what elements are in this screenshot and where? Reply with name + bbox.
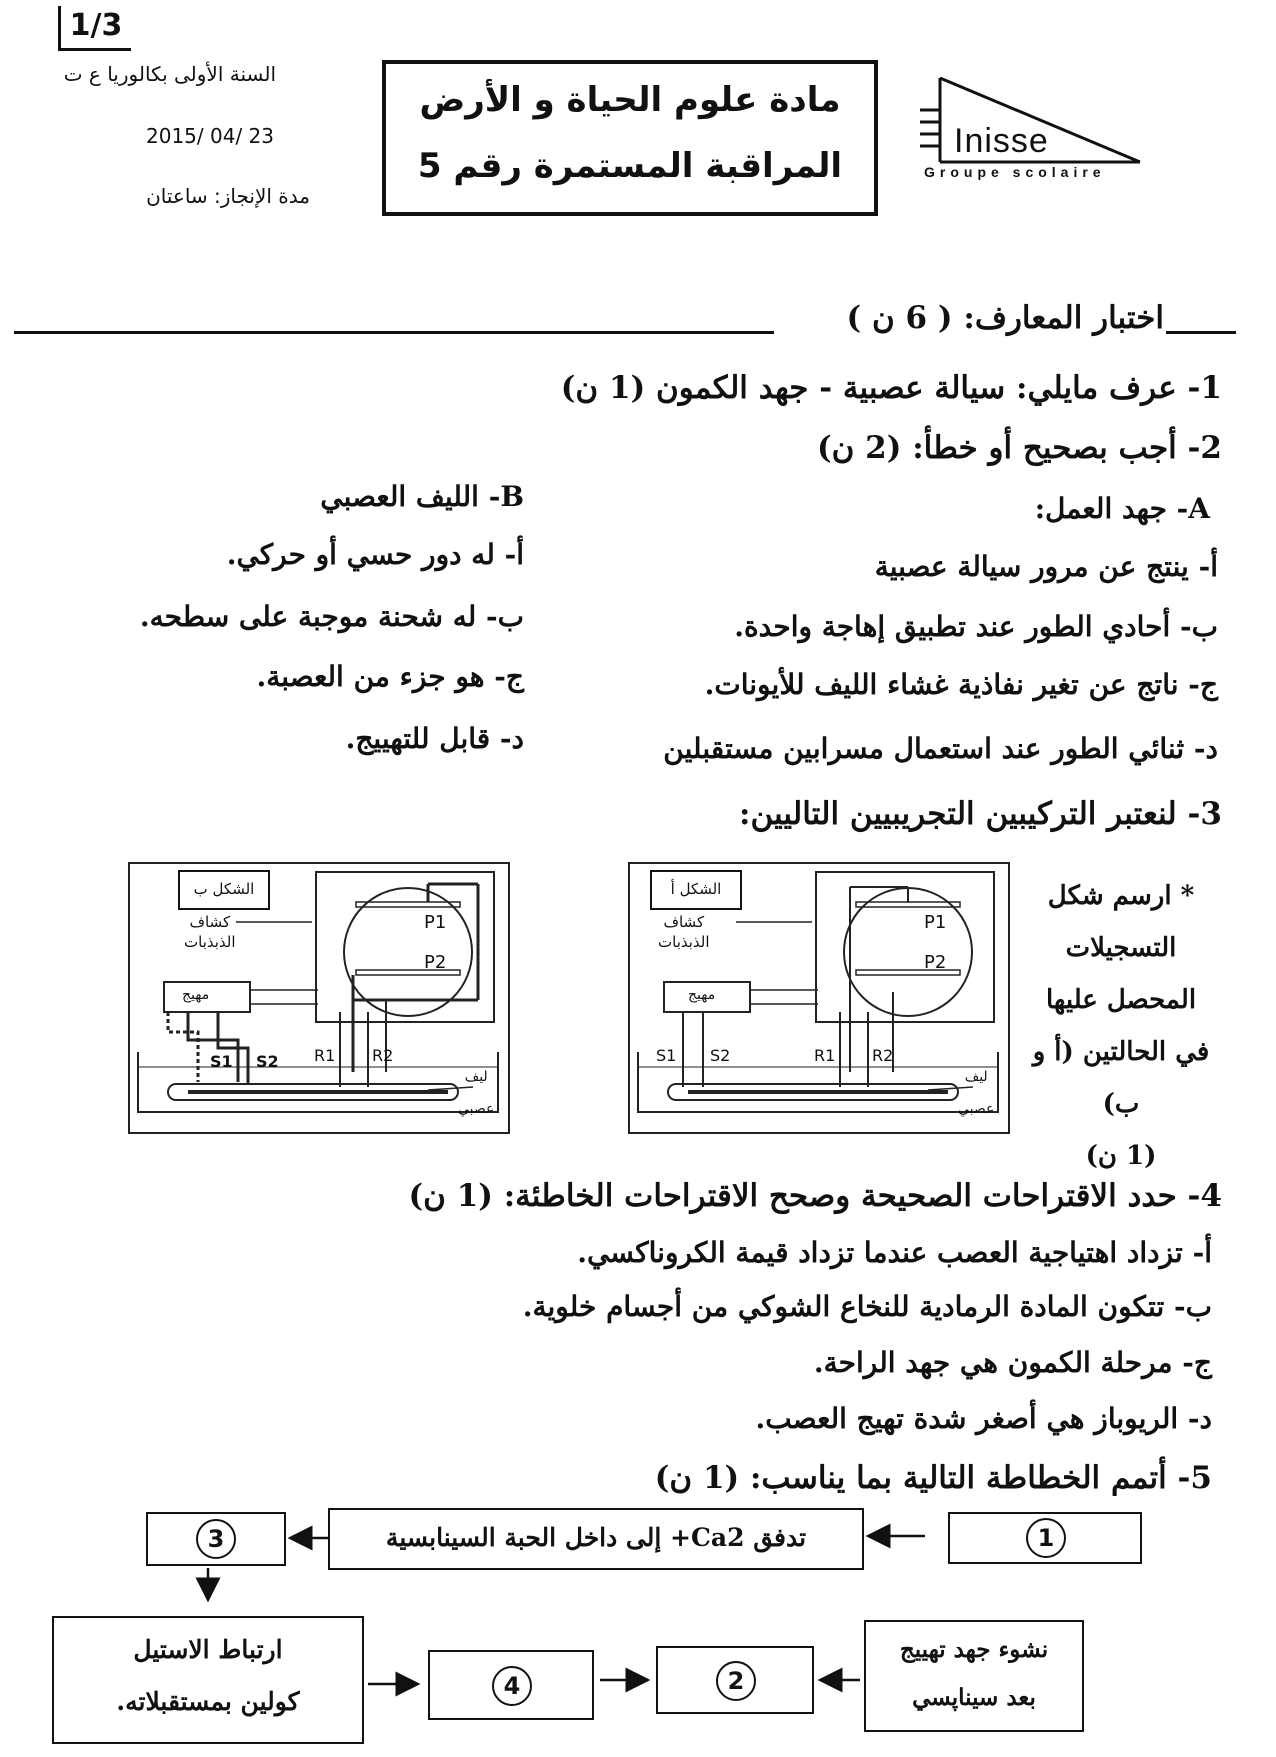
fig-a-r1: R1 bbox=[814, 1046, 836, 1065]
q5-box-2: 2 bbox=[656, 1646, 814, 1714]
fig-a-title: الشكل أ bbox=[650, 870, 742, 910]
q5-box-3: 3 bbox=[146, 1512, 286, 1566]
q2-b-item: ج- هو جزء من العصبة. bbox=[256, 660, 524, 693]
fig-a-p1: P1 bbox=[924, 912, 947, 933]
logo-name: Inisse bbox=[954, 122, 1049, 160]
fig-b-title: الشكل ب bbox=[178, 870, 270, 910]
q5-box-postsynaptic: نشوء جهد تهييج بعد سيناپسي bbox=[864, 1620, 1084, 1732]
subject-title: مادة علوم الحياة و الأرض bbox=[419, 80, 841, 120]
fig-a-fiber: ليف عصبي bbox=[958, 1069, 995, 1117]
fig-a-s1: S1 bbox=[656, 1046, 677, 1065]
q5-box-acetylcholine: ارتباط الاستيل كولين بمستقبلاته. bbox=[52, 1616, 364, 1744]
q5-box-1: 1 bbox=[948, 1512, 1142, 1564]
q5-text: 5- أتمم الخطاطة التالية بما يناسب: (1 ن) bbox=[654, 1460, 1212, 1496]
q5-box-4: 4 bbox=[428, 1650, 594, 1720]
fig-a-s2: S2 bbox=[710, 1046, 731, 1065]
exam-title: المراقبة المستمرة رقم 5 bbox=[417, 146, 843, 186]
q2-a-item: أ- ينتج عن مرور سيالة عصبية bbox=[874, 550, 1218, 583]
fig-b-s1: S1 bbox=[210, 1052, 233, 1071]
exam-date: 2015/ 04/ 23 bbox=[146, 124, 274, 148]
q2-a-item: ب- أحادي الطور عند تطبيق إهاجة واحدة. bbox=[734, 610, 1218, 643]
q2-a-item: د- ثنائي الطور عند استعمال مسرابين مستقبلين bbox=[663, 732, 1218, 765]
duration-label: مدة الإنجاز: ساعتان bbox=[146, 184, 310, 208]
q2-b-item: د- قابل للتهييج. bbox=[345, 722, 524, 755]
fig-a-stimulator: مهيج bbox=[688, 987, 716, 1003]
q4-item: ج- مرحلة الكمون هي جهد الراحة. bbox=[813, 1346, 1212, 1379]
fig-a-p2: P2 bbox=[924, 952, 947, 973]
level-label: السنة الأولى بكالوريا ع ت bbox=[63, 62, 276, 86]
fig-b-s2: S2 bbox=[256, 1052, 279, 1071]
q2-a-title: A- جهد العمل: bbox=[1034, 492, 1210, 525]
q5-box-calcium: تدفق Ca2+ إلى داخل الحبة السينابسية bbox=[328, 1508, 864, 1570]
q2-b-item: ب- له شحنة موجبة على سطحه. bbox=[139, 600, 524, 633]
fig-b-p1: P1 bbox=[424, 912, 447, 933]
q2-b-title: B- الليف العصبي bbox=[320, 480, 524, 513]
section-title: اختبار المعارف: ( 6 ن ) bbox=[846, 300, 1164, 336]
page-number: 1/3 bbox=[58, 6, 131, 51]
fig-a-r2: R2 bbox=[872, 1046, 894, 1065]
fig-b-stimulator: مهيج bbox=[182, 987, 210, 1003]
q4-item: أ- تزداد اهتياجية العصب عندما تزداد قيمة الكروناكسي. bbox=[577, 1236, 1212, 1269]
q3-text: 3- لنعتبر التركيبين التجريبيين التاليين: bbox=[739, 796, 1222, 832]
q2-text: 2- أجب بصحيح أو خطأ: (2 ن) bbox=[816, 430, 1222, 466]
q1-text: 1- عرف مايلي: سيالة عصبية - جهد الكمون (1 ن) bbox=[560, 370, 1222, 406]
q4-item: د- الريوباز هي أصغر شدة تهيج العصب. bbox=[755, 1402, 1212, 1435]
fig-b-detector: كشاف الذبذبات bbox=[184, 913, 236, 951]
q4-item: ب- تتكون المادة الرمادية للنخاع الشوكي من أجسام خلوية. bbox=[522, 1290, 1212, 1323]
logo-subtitle: Groupe scolaire bbox=[924, 164, 1106, 180]
fig-b-r1: R1 bbox=[314, 1046, 336, 1065]
fig-a-detector: كشاف الذبذبات bbox=[658, 913, 710, 951]
fig-b-r2: R2 bbox=[372, 1046, 394, 1065]
q2-b-item: أ- له دور حسي أو حركي. bbox=[226, 538, 524, 571]
q2-a-item: ج- ناتج عن تغير نفاذية غشاء الليف للأيونات. bbox=[704, 668, 1218, 701]
q4-text: 4- حدد الاقتراحات الصحيحة وصحح الاقتراحات الخاطئة: (1 ن) bbox=[408, 1178, 1222, 1214]
fig-b-p2: P2 bbox=[424, 952, 447, 973]
q3-instruction: * ارسم شكل التسجيلات المحصل عليها في الحالتين (أ و ب) (1 ن) bbox=[1032, 881, 1210, 1171]
fig-b-fiber: ليف عصبي bbox=[458, 1069, 495, 1117]
